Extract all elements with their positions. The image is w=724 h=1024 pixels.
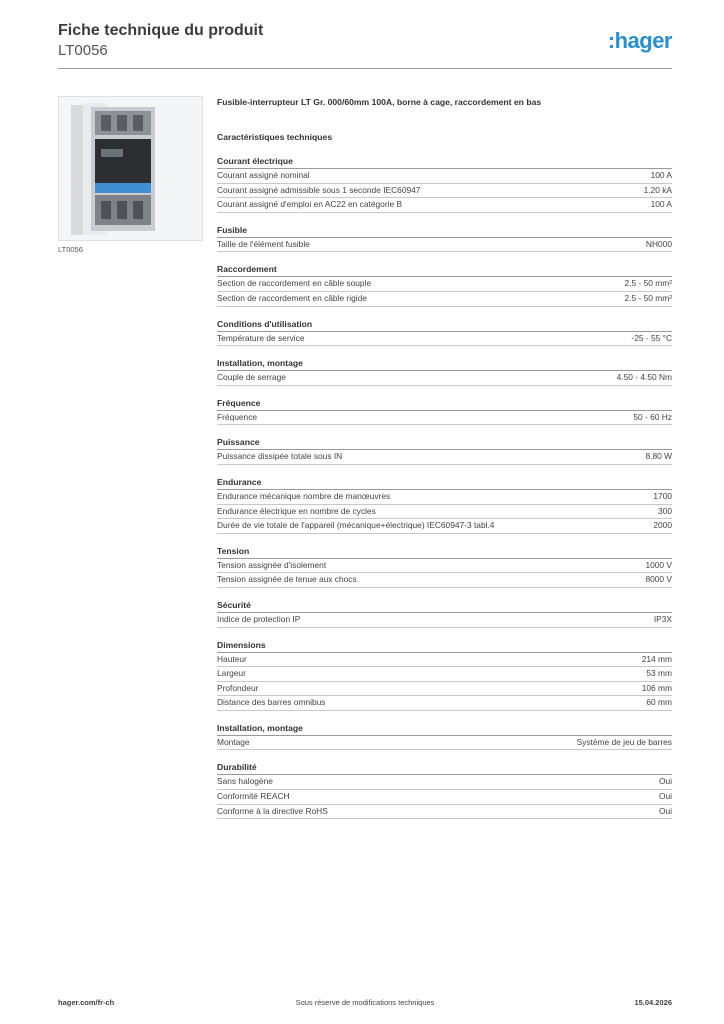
spec-value: 300 [658,505,672,516]
footer-date: 15.04.2026 [634,998,672,1007]
spec-section [217,154,672,213]
spec-label: Courant assigné nominal [217,170,310,180]
spec-value: 2.5 - 50 mm² [624,292,672,303]
spec-row [217,805,672,820]
spec-row [217,736,672,751]
spec-value: Oui [658,776,672,787]
section-title: Installation, montage [217,356,672,371]
spec-row [217,277,672,292]
spec-value: 100 A [650,199,672,210]
spec-row [217,696,672,711]
spec-row [217,198,672,213]
spec-value: 106 mm [641,682,672,693]
spec-label: Couple de serrage [217,372,286,383]
product-code: LT0056 [58,42,108,59]
spec-value: 60 mm [646,697,672,708]
spec-row [217,505,672,520]
fuse-switch-picture [59,97,202,240]
spec-row [217,292,672,307]
spec-row [217,559,672,574]
spec-section [217,396,672,426]
spec-row [217,371,672,386]
spec-content [217,95,672,819]
spec-row [217,238,672,253]
spec-section [217,475,672,534]
section-title: Raccordement [217,262,672,277]
logo-mark: : [607,28,615,53]
section-title: Conditions d'utilisation [217,317,672,332]
spec-value: -25 - 55 °C [631,332,672,343]
spec-value: 1700 [653,490,672,501]
spec-label: Endurance électrique en nombre de cycles [217,505,376,516]
spec-value: 1000 V [645,559,672,570]
spec-section [217,638,672,711]
spec-value: 50 - 60 Hz [633,411,672,422]
spec-label: Conformité REACH [217,791,290,802]
section-title: Sécurité [217,598,672,613]
spec-value: 4.50 - 4.50 Nm [616,372,672,383]
spec-value: IP3X [653,613,672,624]
section-title: Endurance [217,475,672,490]
spec-row [217,573,672,588]
spec-label: Température de service [217,332,305,343]
footer-website: hager.com/fr-ch [58,998,115,1007]
spec-section [217,760,672,819]
spec-row [217,613,672,628]
logo-text: hager [614,28,672,53]
spec-label: Section de raccordement en câble souple [217,278,372,289]
spec-value: 8.80 W [645,451,672,462]
spec-value: 2.5 - 50 mm² [624,278,672,289]
product-image [58,96,203,241]
spec-value: 2000 [653,520,672,531]
spec-row [217,169,672,184]
spec-label: Courant assigné admissible sous 1 seconde IEC60947 [217,184,421,195]
hager-logo [608,28,672,54]
section-title: Durabilité [217,760,672,775]
section-title: Fusible [217,223,672,238]
spec-value: Oui [658,805,672,816]
spec-label: Endurance mécanique nombre de manœuvres [217,490,391,501]
section-title: Courant électrique [217,154,672,169]
spec-row [217,682,672,697]
page-title: Fiche technique du produit [58,22,264,39]
characteristics-heading: Caractéristiques techniques [217,132,333,142]
spec-row [217,667,672,682]
page-header [58,22,672,72]
spec-row [217,790,672,805]
section-title: Tension [217,544,672,559]
spec-value: 214 mm [641,653,672,664]
spec-section [217,721,672,751]
spec-section [217,262,672,306]
spec-row [217,332,672,347]
spec-section [217,435,672,465]
product-description: Fusible-interrupteur LT Gr. 000/60mm 100A, borne à cage, raccordement en bas [217,97,542,107]
spec-label: Largeur [217,668,246,679]
spec-row [217,184,672,199]
spec-section [217,356,672,386]
spec-label: Puissance dissipée totale sous IN [217,451,343,462]
spec-label: Section de raccordement en câble rigide [217,292,367,303]
spec-value: 1.20 kA [643,184,672,195]
spec-label: Fréquence [217,411,258,422]
product-image-caption: LT0056 [58,245,83,254]
spec-label: Durée de vie totale de l'appareil (mécanique+électrique) IEC60947-3 tabl.4 [217,520,495,531]
section-title: Dimensions [217,638,672,653]
spec-row [217,519,672,534]
spec-section [217,223,672,253]
spec-row [217,490,672,505]
spec-label: Tension assignée de tenue aux chocs [217,574,357,585]
spec-value: 8000 V [645,574,672,585]
footer-notice: Sous réserve de modifications techniques [295,998,435,1007]
spec-row [217,450,672,465]
spec-value: 53 mm [646,668,672,679]
spec-value: Oui [658,791,672,802]
spec-label: Distance des barres omnibus [217,697,326,708]
spec-section [217,598,672,628]
header-divider [58,68,672,69]
spec-section [217,544,672,588]
section-title: Puissance [217,435,672,450]
spec-row [217,775,672,790]
spec-label: Courant assigné d'emploi en AC22 en catégorie B [217,199,403,210]
spec-value: 100 A [650,170,672,180]
spec-row [217,653,672,668]
spec-label: Tension assignée d'isolement [217,559,327,570]
spec-sections [217,154,672,819]
spec-label: Indice de protection IP [217,613,301,624]
spec-value: NH000 [645,238,672,249]
spec-value: Système de jeu de barres [576,736,672,747]
section-title: Fréquence [217,396,672,411]
spec-label: Sans halogène [217,776,273,787]
spec-label: Profondeur [217,682,259,693]
spec-label: Taille de l'élément fusible [217,238,310,249]
spec-row [217,411,672,426]
spec-label: Hauteur [217,653,247,664]
section-title: Installation, montage [217,721,672,736]
spec-label: Montage [217,736,250,747]
spec-label: Conforme à la directive RoHS [217,805,328,816]
spec-section [217,317,672,347]
